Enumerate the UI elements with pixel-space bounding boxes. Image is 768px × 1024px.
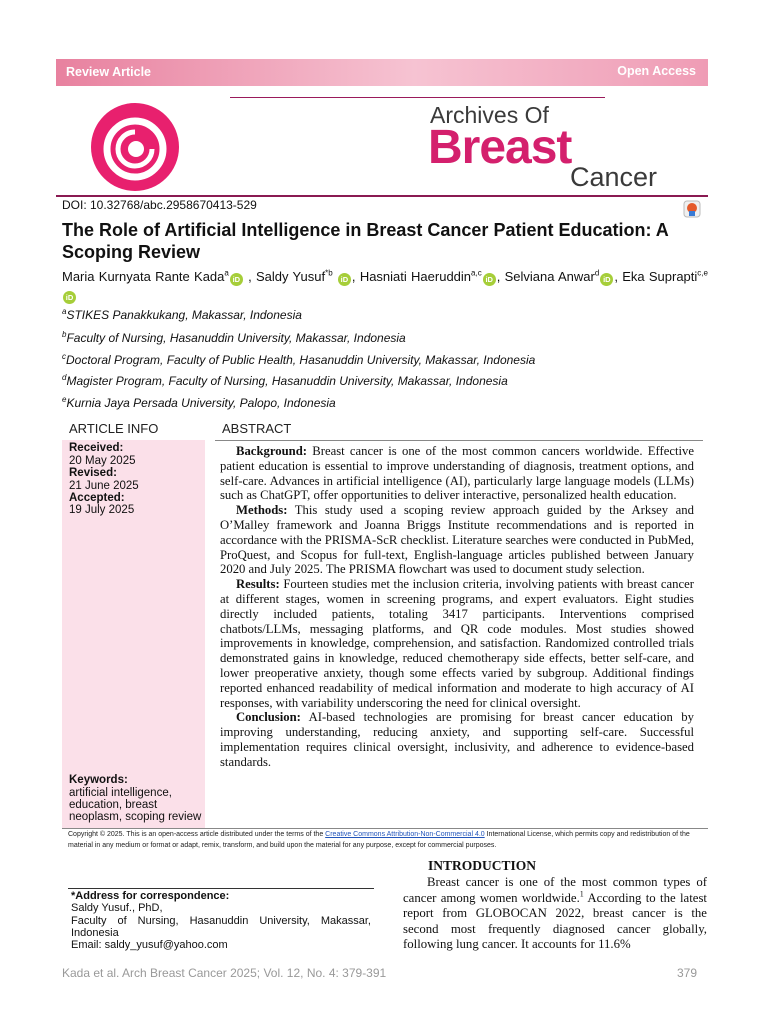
author-sup: d [594, 268, 600, 278]
affiliation [62, 331, 406, 345]
keywords-label: Keywords: [69, 774, 128, 786]
affiliation-text: Magister Program, Faculty of Nursing, Hasanuddin University, Makassar, Indonesia [66, 374, 508, 388]
header-banner [56, 59, 708, 86]
author-name[interactable]: Hasniati Haeruddin [359, 269, 472, 284]
keywords-line: artificial intelligence, [69, 787, 172, 799]
conclusion-text: AI-based technologies are promising for breast cancer education by improving understanding, reducing anxiety, and supporting self-care. Successful implementation requires clinical oversight, inclusivity, and adherence to evidence-based standards. [220, 710, 694, 769]
abstract-results [220, 577, 694, 710]
correspondence-heading: *Address for correspondence: [71, 890, 230, 902]
author-sup: a,c [471, 268, 482, 278]
author-name[interactable]: Saldy Yusuf [256, 269, 326, 284]
abstract-conclusion [220, 710, 694, 769]
results-text: Fourteen studies met the inclusion criteria, involving patients with breast cancer at different stages, women in screening programs, and expert evaluators. Eight studies directly included patients, totaling 3417 participants. Interventions comprised chatbots/LLMs, messaging platforms, and QR code modules. Most studies showed improvements in knowledge, comprehension, and satisfaction. Randomized controlled trials demonstrated gains in knowledge, reduced chemotherapy side effects, better self-care, and lower preoperative anxiety, though some effects varied by subgroup. Additional findings reported enhanced readability of medical information and moderate to high accuracy of AI responses, with variability underscoring the need for clinical oversight. [220, 577, 695, 710]
check-for-updates-icon[interactable] [683, 200, 701, 218]
revised-date: 21 June 2025 [69, 480, 139, 492]
article-info-heading: ARTICLE INFO [69, 421, 159, 436]
page-number: 379 [676, 966, 697, 980]
correspondence-rule [68, 888, 374, 889]
orcid-icon[interactable]: iD [230, 273, 243, 286]
affiliation-text: STIKES Panakkukang, Makassar, Indonesia [66, 308, 302, 322]
header-rule [230, 97, 605, 98]
methods-text: This study used a scoping review approach guided by the Arksey and O’Malley framework and Joanna Briggs Institute recommendations and is reported in accordance with the PRISMA-ScR checklist. Literature searches were conducted in PubMed, ProQuest, and Scopus for full-text, English-language articles published between January 2020 and July 2025. The PRISMA flowchart was used to document study selection. [220, 503, 694, 577]
affiliation-sup: b [62, 330, 67, 339]
orcid-icon[interactable]: iD [600, 273, 613, 286]
author-sup: c,e [697, 268, 708, 278]
abstract-background [220, 444, 694, 503]
accepted-date: 19 July 2025 [69, 504, 135, 516]
affiliation-sup: e [62, 395, 67, 404]
abstract-rule [215, 440, 703, 441]
orcid-icon[interactable]: iD [338, 273, 351, 286]
introduction-body [403, 875, 707, 953]
footer-citation: Kada et al. Arch Breast Cancer 2025; Vol. 12, No. 4: 379-391 [62, 966, 387, 980]
affiliation-text: Faculty of Nursing, Hasanuddin University, Makassar, Indonesia [66, 331, 406, 345]
keywords-line: neoplasm, scoping review [69, 811, 202, 823]
correspondence-address: Faculty of Nursing, Hasanuddin University, Makassar, Indonesia [71, 914, 371, 939]
author-sup: *b [325, 268, 333, 278]
received-date: 20 May 2025 [69, 455, 136, 467]
accepted-label: Accepted: [69, 492, 125, 504]
affiliation-text: Doctoral Program, Faculty of Public Health, Hasanuddin University, Makassar, Indonesia [66, 353, 536, 367]
received-label: Received: [69, 442, 124, 454]
conclusion-label: Conclusion: [236, 710, 301, 725]
affiliation-text: Kurnia Jaya Persada University, Palopo, Indonesia [66, 396, 336, 410]
background-label: Background: [236, 444, 307, 458]
orcid-icon[interactable]: iD [63, 291, 76, 304]
author-name[interactable]: Selviana Anwar [504, 269, 595, 284]
article-title: The Role of Artificial Intelligence in Breast Cancer Patient Education: A Scoping Review [62, 220, 669, 262]
affiliation [62, 353, 535, 367]
affiliation [62, 308, 302, 322]
affiliation [62, 396, 336, 410]
journal-name-line2: Breast [428, 121, 572, 174]
copyright-text: Copyright © 2025. This is an open-access article distributed under the terms of the [68, 831, 326, 838]
correspondence-block [71, 890, 371, 951]
orcid-icon[interactable]: iD [483, 273, 496, 286]
affiliation-sup: a [62, 307, 67, 316]
open-access-label: Open Access [617, 64, 696, 78]
copyright-notice [68, 829, 708, 851]
methods-label: Methods: [236, 503, 288, 518]
author-name[interactable]: Maria Kurnyata Rante Kada [62, 269, 225, 284]
article-info-panel [62, 440, 205, 828]
author-name[interactable]: Eka Suprapti [622, 269, 698, 284]
background-text: Breast cancer is one of the most common cancers worldwide. Effective patient education is essential to improve understanding of diagnosis, treatment options, and self-care. Advances in artificial intelligence (AI), particularly large language models (LLMs) such as ChatGPT, offer opportunities to deliver interactive, personalized health education. [220, 444, 695, 503]
affiliation-sup: d [62, 373, 67, 382]
title-rule [56, 195, 708, 197]
journal-name-line1: Archives Of [430, 102, 549, 128]
correspondence-email[interactable]: Email: saldy_yusuf@yahoo.com [71, 939, 228, 952]
article-type-label: Review Article [66, 65, 151, 79]
affiliation-sup: c [62, 352, 66, 361]
introduction-heading: INTRODUCTION [428, 858, 537, 873]
introduction-text: According to the latest report from GLOBOCAN 2022, breast cancer is the second most frequently diagnosed cancer globally, following lung cancer. It accounts for 11.6% [403, 890, 707, 952]
abstract-body [220, 444, 694, 770]
journal-logo-icon [90, 102, 180, 192]
correspondence-name: Saldy Yusuf., PhD, [71, 902, 163, 915]
keywords-line: education, breast [69, 799, 158, 811]
copyright-text: International License, which permits copy and redistribution of the material in any medium or format or adapt, remix, transform, and build upon the material for any purpose, except for commercial purposes. [68, 831, 690, 849]
affiliation [62, 374, 508, 388]
license-link[interactable]: Creative Commons Attribution-Non-Commercial 4.0 [325, 831, 485, 838]
results-label: Results: [236, 577, 280, 592]
journal-name-line3: Cancer [570, 162, 658, 192]
introduction-text: Breast cancer is one of the most common types of cancer among women worldwide. [403, 875, 707, 905]
abstract-heading: ABSTRACT [222, 421, 292, 436]
author-sup: a [224, 268, 229, 278]
reference-link[interactable]: 1 [579, 889, 584, 899]
author-list: Maria Kurnyata Rante Kada$^a$iD , Saldy Yusuf$^{*b}$ iD , Hasniati Haeruddin$^{a,c}$iD , Selviana Anwar$^d$iD , Eka Suprapti$^{c,e}$iD [62, 268, 708, 302]
abstract-methods [220, 503, 694, 577]
journal-wordmark [428, 102, 678, 194]
revised-label: Revised: [69, 467, 117, 479]
doi-link[interactable]: DOI: 10.32768/abc.2958670413-529 [62, 198, 257, 212]
